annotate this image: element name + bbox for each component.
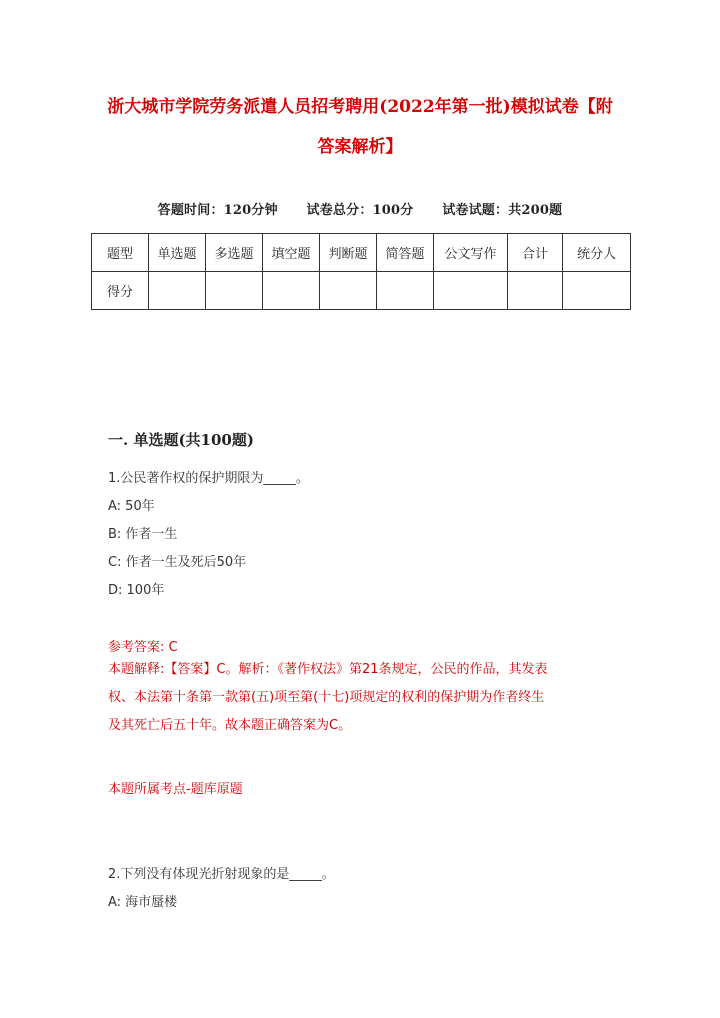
question-1-option-d: D: 100年 [108, 583, 165, 598]
question-1-explanation [108, 656, 628, 740]
score-row-label: 得分 [92, 272, 149, 310]
score-cell [263, 272, 320, 310]
exam-total-score: 试卷总分：100分 [306, 203, 414, 218]
score-table-header: 公文写作 [434, 234, 508, 272]
document-title-line-2: 答案解析】 [317, 137, 403, 157]
question-1-option-b: B: 作者一生 [108, 527, 178, 542]
exam-question-count: 试卷试题：共200题 [442, 203, 563, 218]
score-table-header-row [92, 234, 631, 272]
score-table-header: 合计 [508, 234, 563, 272]
section-title: 一. 单选题(共100题) [108, 431, 254, 449]
score-table-header: 统分人 [563, 234, 631, 272]
score-table-header: 题型 [92, 234, 149, 272]
score-table [91, 233, 631, 310]
score-cell [508, 272, 563, 310]
question-1-stem: 1.公民著作权的保护期限为_____。 [108, 471, 309, 486]
explanation-line: 本题解释:【答案】C。解析：《著作权法》第21条规定，公民的作品，其发表 [108, 662, 548, 677]
score-cell [377, 272, 434, 310]
score-cell [320, 272, 377, 310]
explanation-line: 及其死亡后五十年。故本题正确答案为C。 [108, 718, 352, 733]
score-table-header: 单选题 [149, 234, 206, 272]
score-cell [149, 272, 206, 310]
question-2-stem: 2.下列没有体现光折射现象的是_____。 [108, 867, 335, 882]
question-1-option-c: C: 作者一生及死后50年 [108, 555, 247, 570]
question-2-option-a: A: 海市蜃楼 [108, 895, 178, 910]
score-table-header: 简答题 [377, 234, 434, 272]
score-table-header: 填空题 [263, 234, 320, 272]
question-1-answer: 参考答案: C [108, 640, 178, 655]
exam-time: 答题时间：120分钟 [157, 203, 278, 218]
explanation-line: 权、本法第十条第一款第(五)项至第(十七)项规定的权利的保护期为作者终生 [108, 690, 545, 705]
score-table-header: 判断题 [320, 234, 377, 272]
document-title-line-1: 浙大城市学院劳务派遣人员招考聘用(2022年第一批)模拟试卷【附 [107, 97, 613, 117]
score-cell [563, 272, 631, 310]
score-cell [206, 272, 263, 310]
question-1-option-a: A: 50年 [108, 499, 155, 514]
score-table-score-row [92, 272, 631, 310]
score-table-header: 多选题 [206, 234, 263, 272]
question-1-topic: 本题所属考点-题库原题 [108, 782, 243, 797]
exam-meta [0, 199, 720, 218]
score-cell [434, 272, 508, 310]
